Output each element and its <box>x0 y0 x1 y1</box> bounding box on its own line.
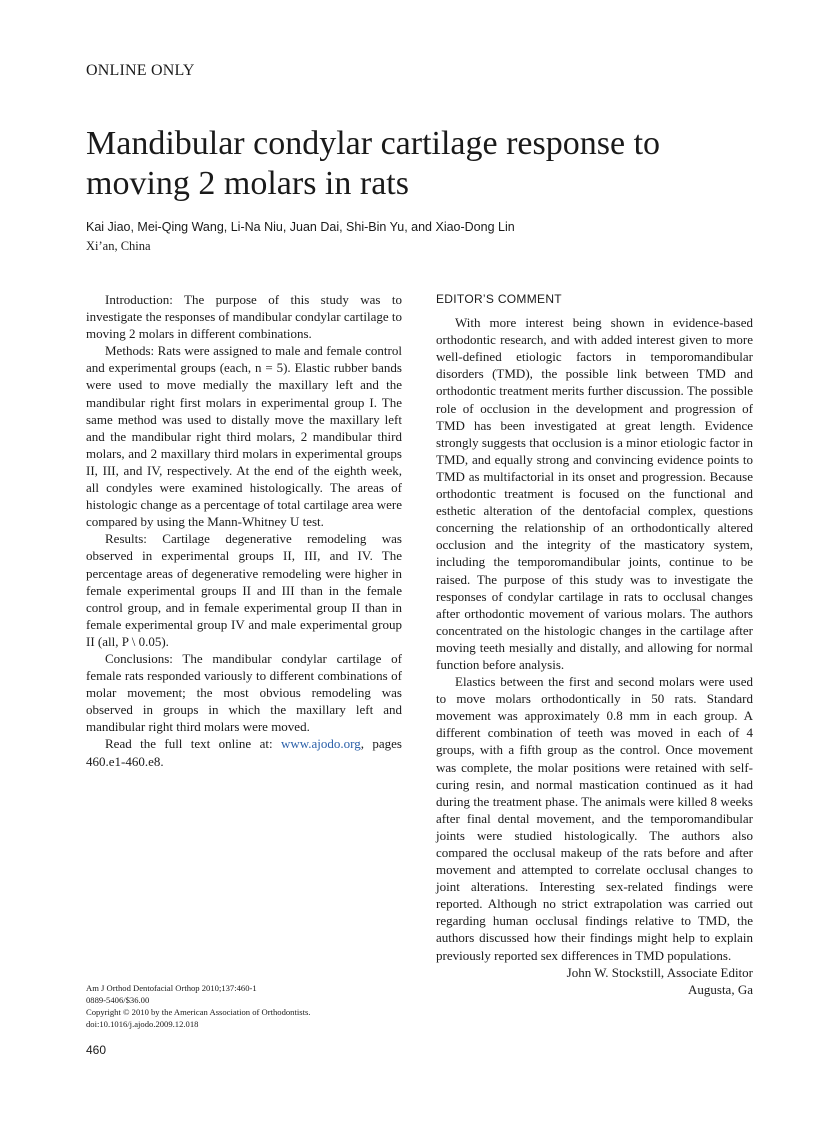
editor-comment-column <box>436 291 753 998</box>
read-more <box>86 735 402 769</box>
footer-copyright: Copyright © 2010 by the American Association of Orthodontists. <box>86 1007 311 1017</box>
footer-issn: 0889-5406/$36.00 <box>86 995 150 1005</box>
page-number: 460 <box>86 1043 107 1057</box>
section-label: ONLINE ONLY <box>86 62 195 79</box>
footer-doi: doi:10.1016/j.ajodo.2009.12.018 <box>86 1019 199 1029</box>
editor-comment-paragraph-1: With more interest being shown in evidence-based orthodontic research, and with added interest given to more well-defined etiologic factors in temporomandibular disorders (TMD), the possible link between TMD and orthodontic treatment merits further discussion. The possible role of occlusion in the development and progression of TMD has been investigated at great length. Evidence strongly suggests that occlusion is a minor etiologic factor in TMD, and equally strong and convincing evidence points to TMD as multifactorial in its onset and progression. Because orthodontic treatment is focused on the functional and esthetic alteration of the dentofacial complex, questions concerning the relationship of an orthodontically altered occlusion and the integrity of the masticatory system, including the temporomandibular joints, continue to be raised. The purpose of this study was to investigate the responses of condylar cartilage in rats to occlusal changes after orthodontic movement of various molars. The authors concentrated on the histologic changes in the cartilage after moving teeth mesially and distally, and allowing for normal function before analysis. <box>436 315 753 672</box>
abstract-column <box>86 291 402 770</box>
article-title: Mandibular condylar cartilage response to moving 2 molars in rats <box>86 125 661 202</box>
article-footer <box>86 982 406 1030</box>
journal-link[interactable]: www.ajodo.org <box>280 736 361 752</box>
author-location: Xi’an, China <box>86 239 151 253</box>
abstract-methods: Methods: Rats were assigned to male and female control and experimental groups (each, n = 5). Elastic rubber bands were used to move medially the maxillary left and the mandibular right first molars in experimental group I. The same method was used to distally move the maxillary left and the mandibular right third molars, 2 mandibular third molars, and 2 maxillary third molars in experimental groups II, III, and IV, respectively. At the end of the eighth week, all condyles were examined histologically. The areas of histologic change as a percentage of total cartilage area were compared by using the Mann-Whitney U test. <box>86 343 402 530</box>
editor-signature-place: Augusta, Ga <box>688 981 753 997</box>
abstract-results: Results: Cartilage degenerative remodeling was observed in experimental groups II, III, and IV. The percentage areas of degenerative remodeling were higher in female experimental groups II and III than in the female control group, and in female experimental group II than in female experimental group IV and male experimental group II (all, P \ 0.05). <box>86 531 402 649</box>
author-list: Kai Jiao, Mei-Qing Wang, Li-Na Niu, Juan Dai, Shi-Bin Yu, and Xiao-Dong Lin <box>86 220 515 234</box>
editor-signature-name: John W. Stockstill, Associate Editor <box>566 964 753 980</box>
read-more-suffix: , pages 460.e1-460.e8. <box>86 736 402 769</box>
editor-comment-paragraph-2: Elastics between the first and second molars were used to move molars orthodontically in 50 rats. Standard movement was approximately 0.8 mm in each group. A different combination of teeth was moved in each of 4 groups, with a fifth group as the control. Once movement was complete, the molar positions were retained with self-curing resin, and normal mastication continued as it had during the treatment phase. The animals were killed 8 weeks after final dental movement, and the temporomandibular joints were studied histologically. The authors also compared the occlusal makeup of the rats before and after movement and attempted to correlate occlusal changes to joint alterations. Interesting sex-related findings were reported. Although no strict extrapolation was carried out regarding human occlusal findings relative to TMD, the authors discussed how their findings might help to explain previously reported sex differences in TMD populations. <box>436 674 753 963</box>
abstract-conclusions: Conclusions: The mandibular condylar cartilage of female rats responded variously to different combinations of molar movement; the most obvious remodeling was observed in groups in which the maxillary left and mandibular right third molars were moved. <box>86 650 402 735</box>
read-more-prefix: Read the full text online at: <box>105 736 273 752</box>
editor-comment-label: EDITOR’S COMMENT <box>436 292 562 306</box>
footer-citation: Am J Orthod Dentofacial Orthop 2010;137:460-1 <box>86 983 257 993</box>
abstract-introduction: Introduction: The purpose of this study was to investigate the responses of mandibular condylar cartilage to moving 2 molars in different combinations. <box>86 292 402 342</box>
